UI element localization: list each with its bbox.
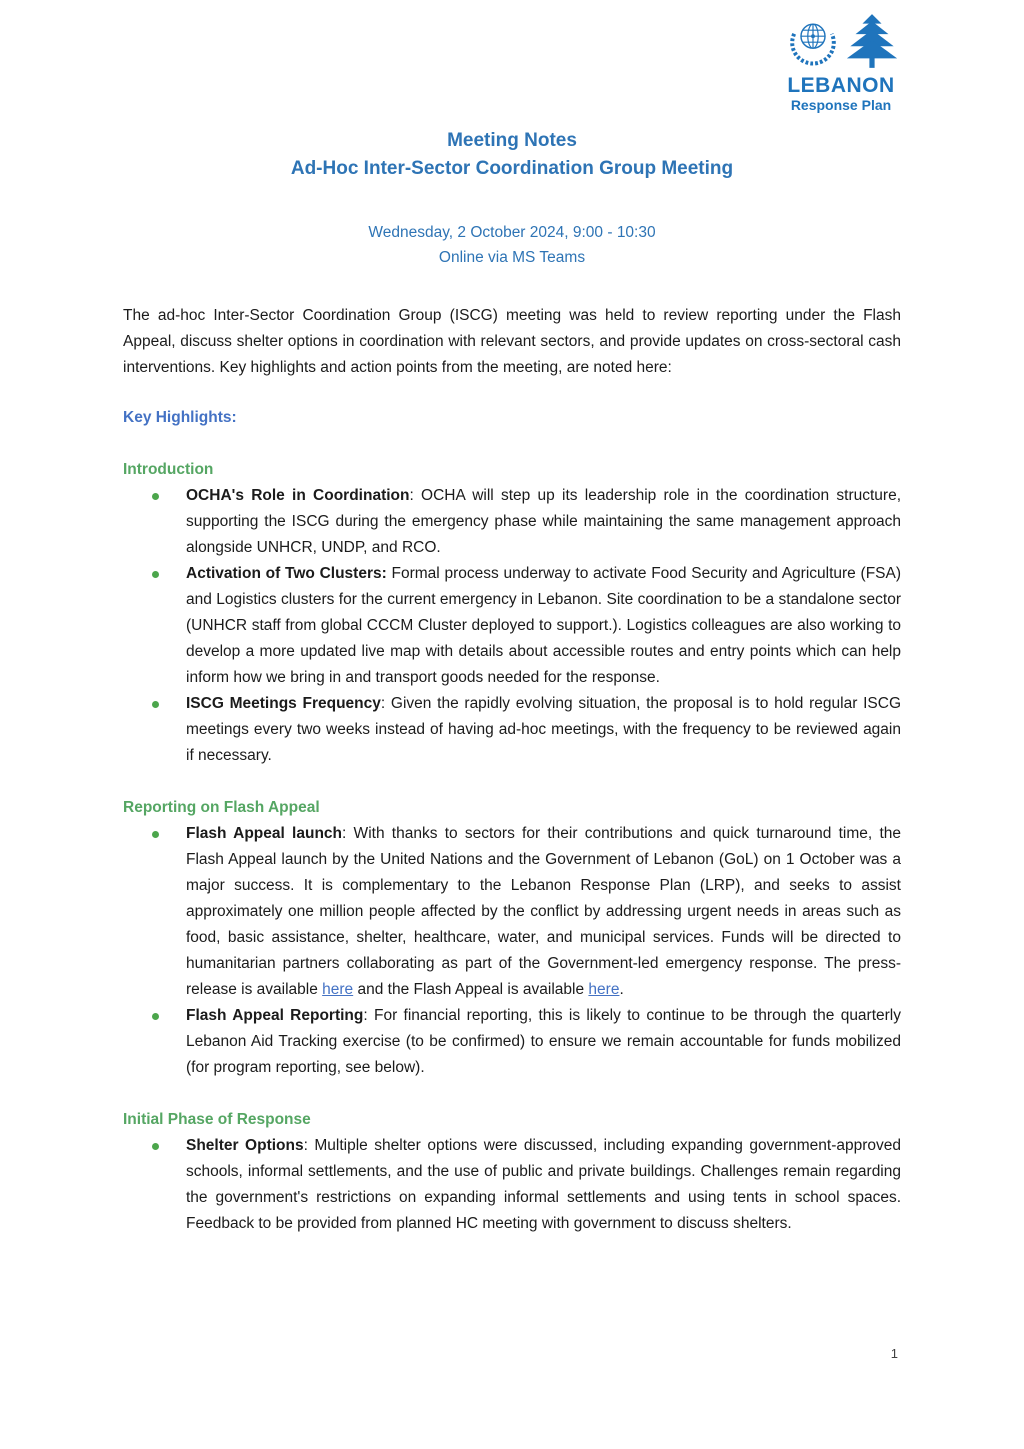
inline-link[interactable]: here (322, 981, 354, 998)
bullet-list (123, 483, 901, 769)
bullet-text: : Multiple shelter options were discussed, including expanding government-approved schools, informal settlements, and the use of public and private buildings. Challenges remain regarding the government's restrictions on expanding informal settlements and using tents in school spaces. Feedback to be provided from planned HC meeting with government to discuss shelters. (186, 1137, 901, 1232)
bullet-lead: ISCG Meetings Frequency (186, 695, 381, 712)
bullet-text: and the Flash Appeal is available (353, 981, 589, 998)
logo-text-response-plan: Response Plan (790, 97, 892, 113)
page-number: 1 (890, 1346, 898, 1361)
bullet-lead: Flash Appeal launch (186, 825, 343, 842)
bullet-item (123, 483, 901, 561)
meeting-datetime-block (123, 220, 901, 270)
inline-link[interactable]: here (588, 981, 620, 998)
bullet-text: : With thanks to sectors for their contributions and quick turnaround time, the Flash Appeal launch by the United Nations and the Government of Lebanon (GoL) on 1 October was a major success. It is complementary to the Lebanon Response Plan (LRP), and seeks to assist approximately one million people affected by the conflict by addressing urgent needs in areas such as food, basic assistance, shelter, healthcare, water, and municipal services. Funds will be directed to humanitarian partners collaborating as part of the Government-led emergency response. The press-release is available (186, 825, 901, 998)
bullet-item (123, 1003, 901, 1081)
title-line-2: Ad-Hoc Inter-Sector Coordination Group Meeting (290, 158, 734, 179)
section-heading: Reporting on Flash Appeal (123, 799, 320, 816)
meeting-date: Wednesday, 2 October 2024, 9:00 - 10:30 (368, 224, 656, 241)
bullet-item (123, 691, 901, 769)
bullet-text: . (619, 981, 624, 998)
title-line-1: Meeting Notes (447, 130, 577, 151)
document-title (123, 0, 901, 183)
bullet-lead: Activation of Two Clusters: (186, 565, 387, 582)
bullet-text: : Given the rapidly evolving situation, the proposal is to hold regular ISCG meetings every two weeks instead of having ad-hoc meetings, with the frequency to be reviewed again if necessary. (186, 695, 901, 764)
bullet-item (123, 1133, 901, 1237)
bullet-text: Formal process underway to activate Food Security and Agriculture (FSA) and Logistics clusters for the current emergency in Lebanon. Site coordination to be a standalone sector (UNHCR staff from global CCCM Cluster deployed to support.). Logistics colleagues are also working to develop a more updated live map with details about accessible routes and entry points which can help inform how we bring in and transport goods needed for the response. (186, 565, 901, 686)
section-heading: Introduction (123, 461, 214, 478)
intro-paragraph: The ad-hoc Inter-Sector Coordination Group (ISCG) meeting was held to review reporting under the Flash Appeal, discuss shelter options in coordination with relevant sectors, and provide updates on cross-sectoral cash interventions. Key highlights and action points from the meeting, are noted here: (123, 307, 901, 376)
bullet-list (123, 1133, 901, 1237)
bullet-lead: Flash Appeal Reporting (186, 1007, 364, 1024)
bullet-item (123, 821, 901, 1003)
sections-container (123, 457, 901, 1237)
document-content (123, 0, 901, 1237)
bullet-lead: OCHA's Role in Coordination (186, 487, 410, 504)
meeting-location: Online via MS Teams (438, 249, 586, 266)
bullet-text: : OCHA will step up its leadership role in the coordination structure, supporting the ISCG during the emergency phase while maintaining the same management approach alongside UNHCR, UNDP, and RCO. (186, 487, 902, 556)
bullet-item (123, 561, 901, 691)
bullet-text: : For financial reporting, this is likely to continue to be through the quarterly Lebanon Aid Tracking exercise (to be confirmed) to ensure we remain accountable for funds mobilized (for program reporting, see below). (186, 1007, 901, 1076)
bullet-lead: Shelter Options (186, 1137, 304, 1154)
key-highlights-label: Key Highlights: (123, 409, 237, 426)
bullet-list (123, 821, 901, 1081)
section-heading: Initial Phase of Response (123, 1111, 311, 1128)
logo-text-lebanon: LEBANON (787, 74, 895, 97)
